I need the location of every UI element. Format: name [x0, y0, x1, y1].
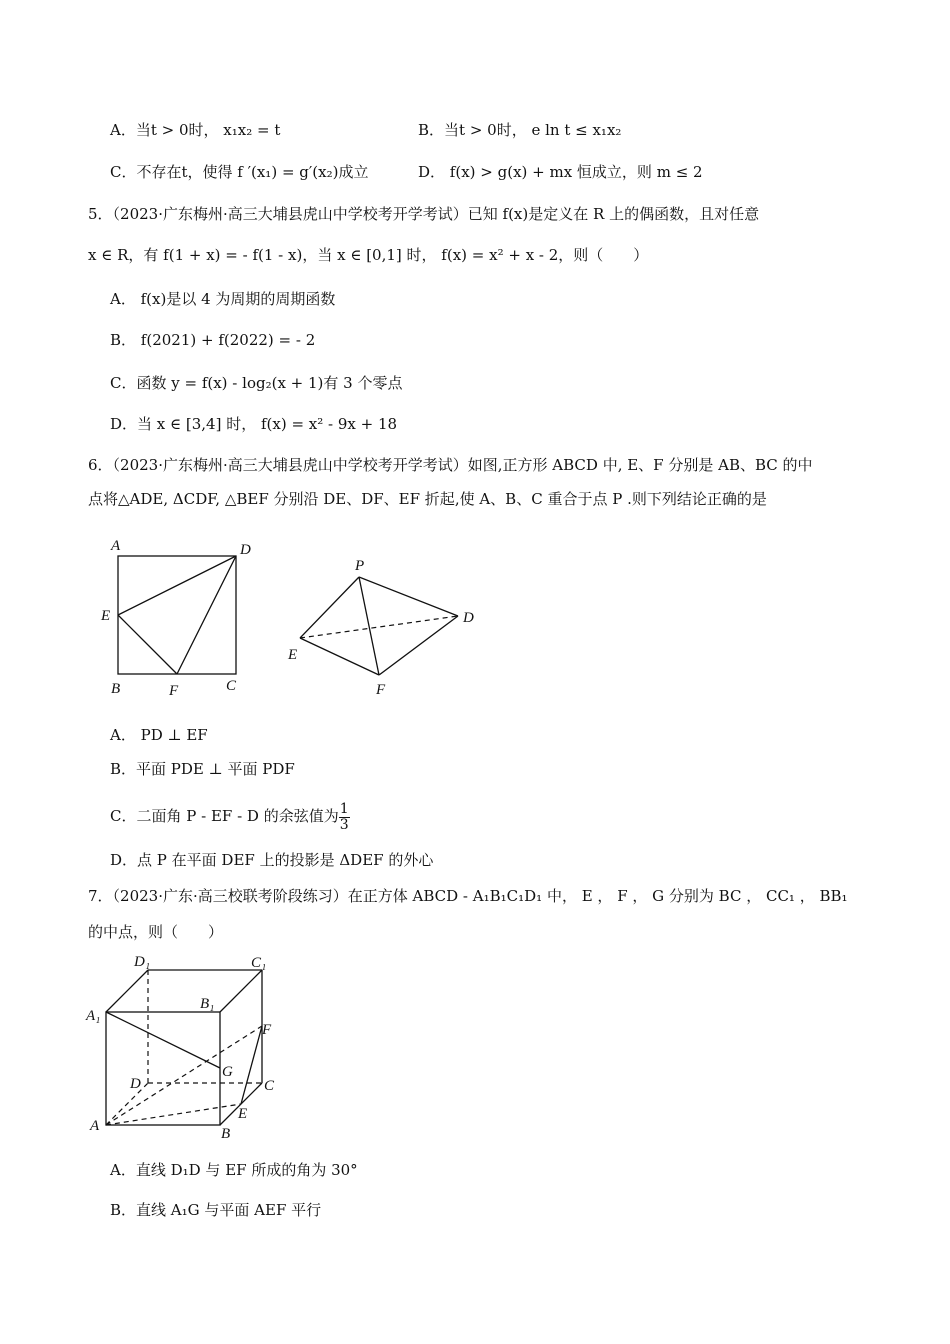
q7-option-b: B．直线 A₁G 与平面 AEF 平行: [110, 1201, 322, 1219]
label-F: F: [262, 1022, 272, 1038]
q4-option-d: D． f(x) > g(x) + mx 恒成立，则 m ≤ 2: [418, 163, 703, 181]
q6-option-c-text: C．二面角 P - EF - D 的余弦值为: [110, 807, 339, 825]
label-C1: C₁: [251, 955, 267, 971]
label-D1: D₁: [134, 954, 151, 970]
q5-stem-line2: x ∈ R，有 f(1 + x) = - f(1 - x)，当 x ∈ [0,1] 时， f(x) = x² + x - 2，则（ ）: [88, 246, 649, 264]
q7-stem-line1: 7．（2023·广东·高三校联考阶段练习）在正方体 ABCD - A₁B₁C₁D₁ 中， E ， F ， G 分别为 BC ， CC₁ ， BB₁: [88, 887, 848, 905]
q4-option-a: A．当t > 0时， x₁x₂ = t: [110, 121, 281, 139]
edge-AD-hidden: [106, 1083, 148, 1125]
q5-option-d: D．当 x ∈ [3,4] 时， f(x) = x² - 9x + 18: [110, 415, 398, 433]
q6-stem-line2: 点将△ADE, ΔCDF, △BEF 分别沿 DE、DF、EF 折起,使 A、B、C 重合于点 P .则下列结论正确的是: [88, 490, 767, 508]
q4-option-c: C．不存在t，使得 f ′(x₁) = g′(x₂)成立: [110, 163, 369, 181]
segment-EF: [118, 615, 177, 674]
label-E: E: [101, 608, 111, 624]
label-G: G: [222, 1064, 233, 1080]
q7-cube-figure: [82, 948, 292, 1148]
label-F: F: [169, 683, 179, 699]
segment-A1G: [106, 1012, 220, 1068]
q6-square-figure: [95, 530, 265, 705]
edge-B1C1: [220, 970, 262, 1012]
front-face: [106, 1012, 220, 1125]
q5-option-a: A． f(x)是以 4 为周期的周期函数: [110, 290, 336, 308]
segment-AE-hidden: [106, 1104, 241, 1125]
q4-option-b: B．当t > 0时， e ln t ≤ x₁x₂: [418, 121, 622, 139]
label-B: B: [221, 1126, 231, 1142]
q7-stem-line2: 的中点，则（ ）: [88, 923, 224, 941]
q6-option-c: [110, 798, 350, 834]
q5-option-c: C．函数 y = f(x) - log₂(x + 1)有 3 个零点: [110, 374, 403, 392]
segment-PD: [359, 577, 458, 616]
label-D: D: [130, 1076, 141, 1092]
label-D: D: [240, 542, 251, 558]
segment-PE: [300, 577, 359, 638]
edge-A1D1: [106, 970, 148, 1012]
fraction-numerator: 1: [339, 800, 349, 817]
segment-ED: [118, 556, 236, 615]
label-F: F: [376, 682, 386, 698]
fraction-one-third: [339, 802, 350, 833]
q6-option-b: B．平面 PDE ⊥ 平面 PDF: [110, 760, 295, 778]
q5-stem-line1: 5．（2023·广东梅州·高三大埔县虎山中学校考开学考试）已知 f(x)是定义在 R 上的偶函数，且对任意: [88, 205, 760, 223]
segment-PF: [359, 577, 379, 675]
q5-option-b: B． f(2021) + f(2022) = - 2: [110, 331, 316, 349]
label-A: A: [111, 538, 121, 554]
square-outline: [118, 556, 236, 674]
label-B1: B₁: [200, 996, 215, 1012]
label-E: E: [238, 1106, 248, 1122]
q6-tetrahedron-figure: [280, 550, 490, 705]
label-A1: A₁: [86, 1008, 101, 1024]
label-B: B: [111, 681, 121, 697]
label-D: D: [463, 610, 474, 626]
label-P: P: [355, 558, 365, 574]
label-C: C: [264, 1078, 275, 1094]
label-C: C: [226, 678, 237, 694]
label-E: E: [288, 647, 298, 663]
q6-option-a: A． PD ⊥ EF: [110, 726, 208, 744]
segment-ED-hidden: [300, 616, 458, 638]
fraction-denominator: 3: [339, 816, 349, 833]
segment-EF: [300, 638, 379, 675]
segment-FD: [177, 556, 236, 674]
label-A: A: [90, 1118, 100, 1134]
q6-stem-line1: 6．（2023·广东梅州·高三大埔县虎山中学校考开学考试）如图,正方形 ABCD 中, E、F 分别是 AB、BC 的中: [88, 456, 813, 474]
q6-option-d: D．点 P 在平面 DEF 上的投影是 ΔDEF 的外心: [110, 851, 434, 869]
q7-option-a: A．直线 D₁D 与 EF 所成的角为 30°: [110, 1161, 358, 1179]
